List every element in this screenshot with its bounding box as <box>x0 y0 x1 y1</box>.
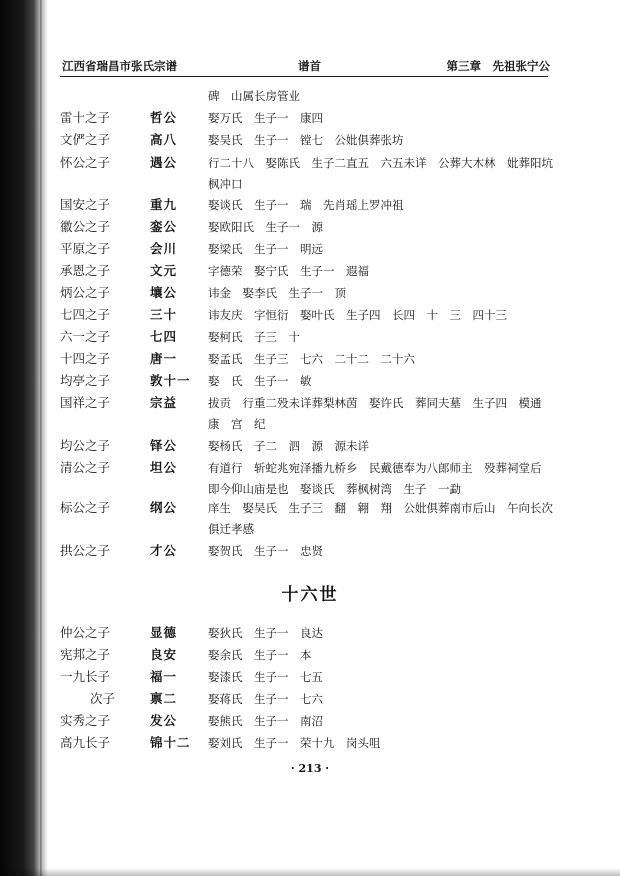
entry-name: 文元 <box>150 263 178 278</box>
entry-name: 纲公 <box>150 500 178 515</box>
entry-info: 碑 山属长房管业 <box>208 89 300 103</box>
header-section: 谱首 <box>298 59 321 73</box>
entry-name: 铎公 <box>150 438 178 453</box>
entry-info: 娶 氏 生子一 敏 <box>208 374 312 388</box>
entry-parent: 均亭之子 <box>60 373 111 388</box>
header-chapter: 第三章 先祖张宁公 <box>446 59 550 73</box>
entry-info: 娶漆氏 生子一 七五 <box>208 670 323 684</box>
entry-name: 良安 <box>150 647 178 662</box>
entry-info: 娶孟氏 生子三 七六 二十二 二十六 <box>208 352 415 366</box>
entry-info: 有道行 斩蛇兆宛泽播九桥乡 民戴德奉为八郎师主 殁葬祠堂后 即今仰山庙是也 娶谈氏 葬枫树湾 生子 一勐 <box>208 461 553 496</box>
entry-name: 才公 <box>150 543 178 558</box>
header-rule <box>60 76 548 77</box>
entry-name: 坦公 <box>150 460 178 475</box>
entry-info: 娶柯氏 子三 十 <box>208 330 300 344</box>
entry-parent: 六一之子 <box>60 329 111 344</box>
entry-info: 娶梁氏 生子一 明远 <box>208 242 323 256</box>
entry-parent: 怀公之子 <box>60 155 111 170</box>
entry-name: 遇公 <box>150 155 178 170</box>
entry-parent: 标公之子 <box>60 500 111 515</box>
entry-info: 行二十八 娶陈氏 生子二直五 六五未详 公葬大木林 妣葬阳坑枫冲口 <box>208 156 553 191</box>
entry-info: 娶余氏 生子一 本 <box>208 648 312 662</box>
entry-parent: 宪邦之子 <box>60 647 111 662</box>
entry-name: 会川 <box>150 241 178 256</box>
entry-name: 宗益 <box>150 395 178 410</box>
entry-name: 敦十一 <box>150 373 191 388</box>
entry-info: 娶万氏 生子一 康四 <box>208 111 323 125</box>
entry-parent: 高九长子 <box>60 735 111 750</box>
entry-name: 七四 <box>150 329 178 344</box>
entry-info: 字德荣 娶宁氏 生子一 遐福 <box>208 264 369 278</box>
entry-info: 拔贡 行重二殁未详葬梨林茵 娶许氏 葬同夫墓 生子四 模通 康 宫 纪 <box>208 396 553 431</box>
entry-info: 娶欧阳氏 生子一 源 <box>208 220 323 234</box>
bottom-edge-shadow <box>0 868 620 876</box>
entry-parent: 拱公之子 <box>60 543 111 558</box>
entry-info: 娶熊氏 生子一 南沼 <box>208 714 323 728</box>
entry-info: 娶杨氏 子二 泗 源 源未详 <box>208 439 369 453</box>
header-book-title: 江西省瑞昌市张氏宗谱 <box>62 59 177 73</box>
spine-edge-shadow <box>40 0 48 876</box>
entry-info: 娶蒋氏 生子一 七六 <box>208 692 323 706</box>
entry-parent: 七四之子 <box>60 307 111 322</box>
entry-name: 壤公 <box>150 285 178 300</box>
entry-info: 娶狄氏 生子一 良达 <box>208 626 323 640</box>
entry-name: 重九 <box>150 197 178 212</box>
entry-parent: 雷十之子 <box>60 110 111 125</box>
entry-name: 锦十二 <box>150 735 191 750</box>
page-number: · 213 · <box>290 762 330 775</box>
entry-parent: 文俨之子 <box>60 132 111 147</box>
entry-parent: 实秀之子 <box>60 713 111 728</box>
entry-info: 娶吴氏 生子一 镗七 公妣俱葬张坊 <box>208 133 404 147</box>
entry-name: 发公 <box>150 713 178 728</box>
entry-parent: 承恩之子 <box>60 263 111 278</box>
entry-name: 显德 <box>150 625 178 640</box>
entry-info: 庠生 娶吴氏 生子三 翻 翱 翔 公妣俱葬南市后山 午向长次俱迁孝感 <box>208 501 553 536</box>
entry-info: 讳金 娶李氏 生子一 顶 <box>208 286 346 300</box>
entry-name: 唐一 <box>150 351 178 366</box>
entry-name: 哲公 <box>150 110 178 125</box>
entry-parent: 国安之子 <box>60 197 111 212</box>
running-header <box>58 58 550 74</box>
entry-parent: 一九长子 <box>60 669 111 684</box>
entry-parent: 国祥之子 <box>60 395 111 410</box>
entry-parent: 十四之子 <box>60 351 111 366</box>
book-spine-shadow <box>0 0 42 876</box>
entry-parent: 平原之子 <box>60 241 111 256</box>
entry-name: 三十 <box>150 307 178 322</box>
entry-parent: 仲公之子 <box>60 625 111 640</box>
entry-parent: 徽公之子 <box>60 219 111 234</box>
entry-parent: 均公之子 <box>60 438 111 453</box>
entry-name: 銮公 <box>150 219 178 234</box>
entry-parent: 次子 <box>90 691 116 706</box>
entry-info: 娶贺氏 生子一 忠贤 <box>208 544 323 558</box>
entry-name: 福一 <box>150 669 178 684</box>
entry-name: 禀二 <box>150 691 178 706</box>
entry-parent: 炳公之子 <box>60 285 111 300</box>
entry-name: 高八 <box>150 132 178 147</box>
entry-info: 娶谈氏 生子一 瑞 先肖瑶上罗冲祖 <box>208 198 404 212</box>
entry-parent: 清公之子 <box>60 460 111 475</box>
generation-heading: 十六世 <box>281 585 339 605</box>
entry-info: 讳友庆 字恒衍 娶叶氏 生子四 长四 十 三 四十三 <box>208 308 507 322</box>
entry-info: 娶刘氏 生子一 荣十九 岗头咀 <box>208 736 381 750</box>
